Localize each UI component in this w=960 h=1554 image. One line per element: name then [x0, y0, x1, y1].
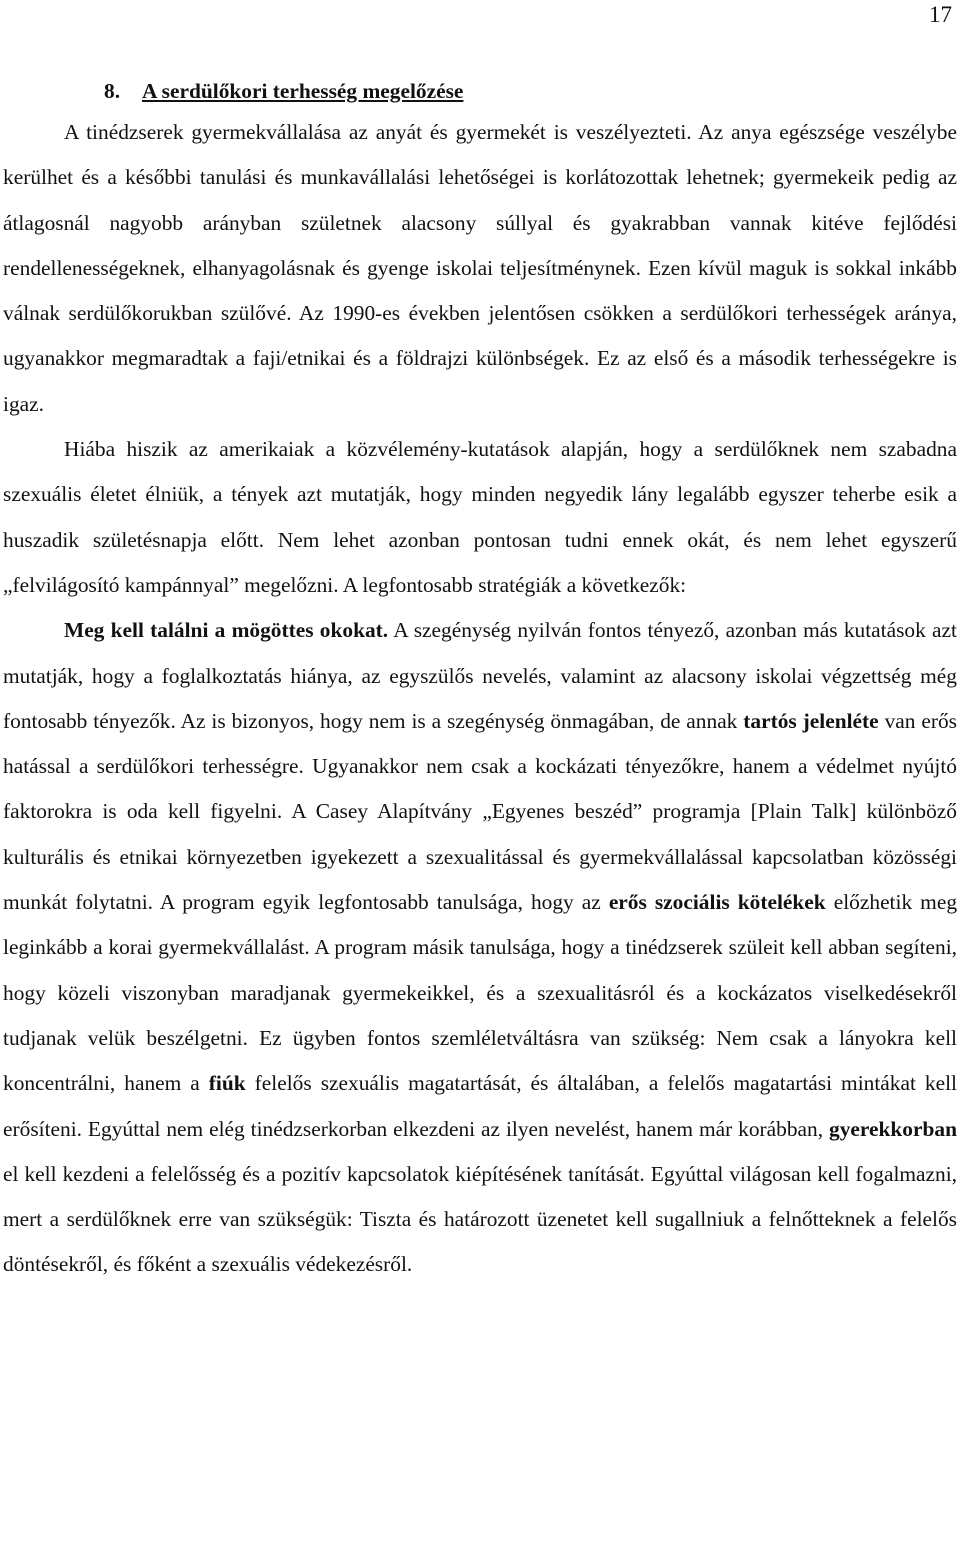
- paragraph-3-text-5: el kell kezdeni a felelősség és a pozitív kapcsolatok kiépítésének tanítását. Egyúttal világosan kell fogalmazni, mert a serdülőknek erre van szükségük: Tiszta és határozott üzenetet kell sugallniuk a felnőtteknek a felelős döntésekről, és főként a szexuális védekezésről.: [3, 1161, 957, 1277]
- bold-phrase-boys: fiúk: [208, 1071, 246, 1096]
- bold-phrase-lasting-presence: tartós jelenléte: [743, 708, 879, 733]
- paragraph-3-text-2: van erős hatással a serdülőkori terhességre. Ugyanakkor nem csak a kockázati tényezőkre, hanem a védelmet nyújtó faktorokra is oda kell figyelni. A Casey Alapítvány „Egyenes beszéd” programja [Plain Talk] különböző kulturális és etnikai környezetben igyekezett a szexualitással és gyermekvállalással kapcsolatban közösségi munkát folytatni. A program egyik legfontosabb tanulsága, hogy az: [3, 708, 958, 915]
- bold-phrase-social-bonds: erős szociális kötelékek: [608, 890, 826, 915]
- bold-phrase-underlying-causes: Meg kell találni a mögöttes okokat.: [64, 618, 389, 643]
- section-title: A serdülőkori terhesség megelőzése: [142, 79, 464, 103]
- paragraph-2: Hiába hiszik az amerikaiak a közvélemény-kutatások alapján, hogy a serdülőknek nem szabadna szexuális életet élniük, a tények azt mutatják, hogy minden negyedik lány legalább egyszer teherbe esik a huszadik születésnapja előtt. Nem lehet azonban pontosan tudni ennek okát, és nem lehet egyszerű „felvilágosító kampánnyal” megelőzni. A legfontosabb stratégiák a következők:: [3, 437, 957, 597]
- paragraph-3-text-1: A szegénység nyilván fontos tényező, azonban más kutatások azt mutatják, hogy a foglalkoztatás hiánya, az egyszülős nevelés, valamint az alacsony iskolai végzettség még fontosabb tényezők. Az is bizonyos, hogy nem is a szegénység önmagában, de annak: [3, 618, 957, 733]
- page-number: 17: [929, 2, 952, 27]
- paragraph-3-text-3: előzhetik meg leginkább a korai gyermekvállalást. A program másik tanulsága, hogy a tinédzserek szüleit kell abban segíteni, hogy közeli viszonyban maradjanak gyermekeikkel, és a szexualitásról és a kockázatos viselkedésekről tudjanak velük beszélgetni. Ez ügyben fontos szemléletváltásra van szükség: Nem csak a lányokra kell koncentrálni, hanem a: [3, 890, 958, 1096]
- paragraph-3-text-4: felelős szexuális magatartását, és általában, a felelős magatartási mintákat kell erősíteni. Egyúttal nem elég tinédzserkorban elkezdeni az ilyen nevelést, hanem már korábban,: [3, 1071, 957, 1141]
- paragraph-1: A tinédzserek gyermekvállalása az anyát és gyermekét is veszélyezteti. Az anya egészsége veszélybe kerülhet és a későbbi tanulási és munkavállalási lehetőségei is korlátozottak lehetnek; gyermekeik pedig az átlagosnál nagyobb arányban születnek alacsony súllyal és gyakrabban vannak kitéve fejlődési rendellenességeknek, elhanyagolásnak és gyenge iskolai teljesítménynek. Ezen kívül maguk is sokkal inkább válnak serdülőkorukban szülővé. Az 1990-es években jelentősen csökken a serdülőkori terhességek aránya, ugyanakkor megmaradtak a faji/etnikai és a földrajzi különbségek. Ez az első és a második terhességekre is igaz.: [3, 120, 957, 416]
- bold-phrase-childhood: gyerekkorban: [829, 1116, 957, 1141]
- document-body: [3, 72, 957, 1288]
- section-number: 8.: [104, 79, 121, 103]
- paragraph-3: [3, 608, 957, 1287]
- section-heading: [3, 72, 957, 110]
